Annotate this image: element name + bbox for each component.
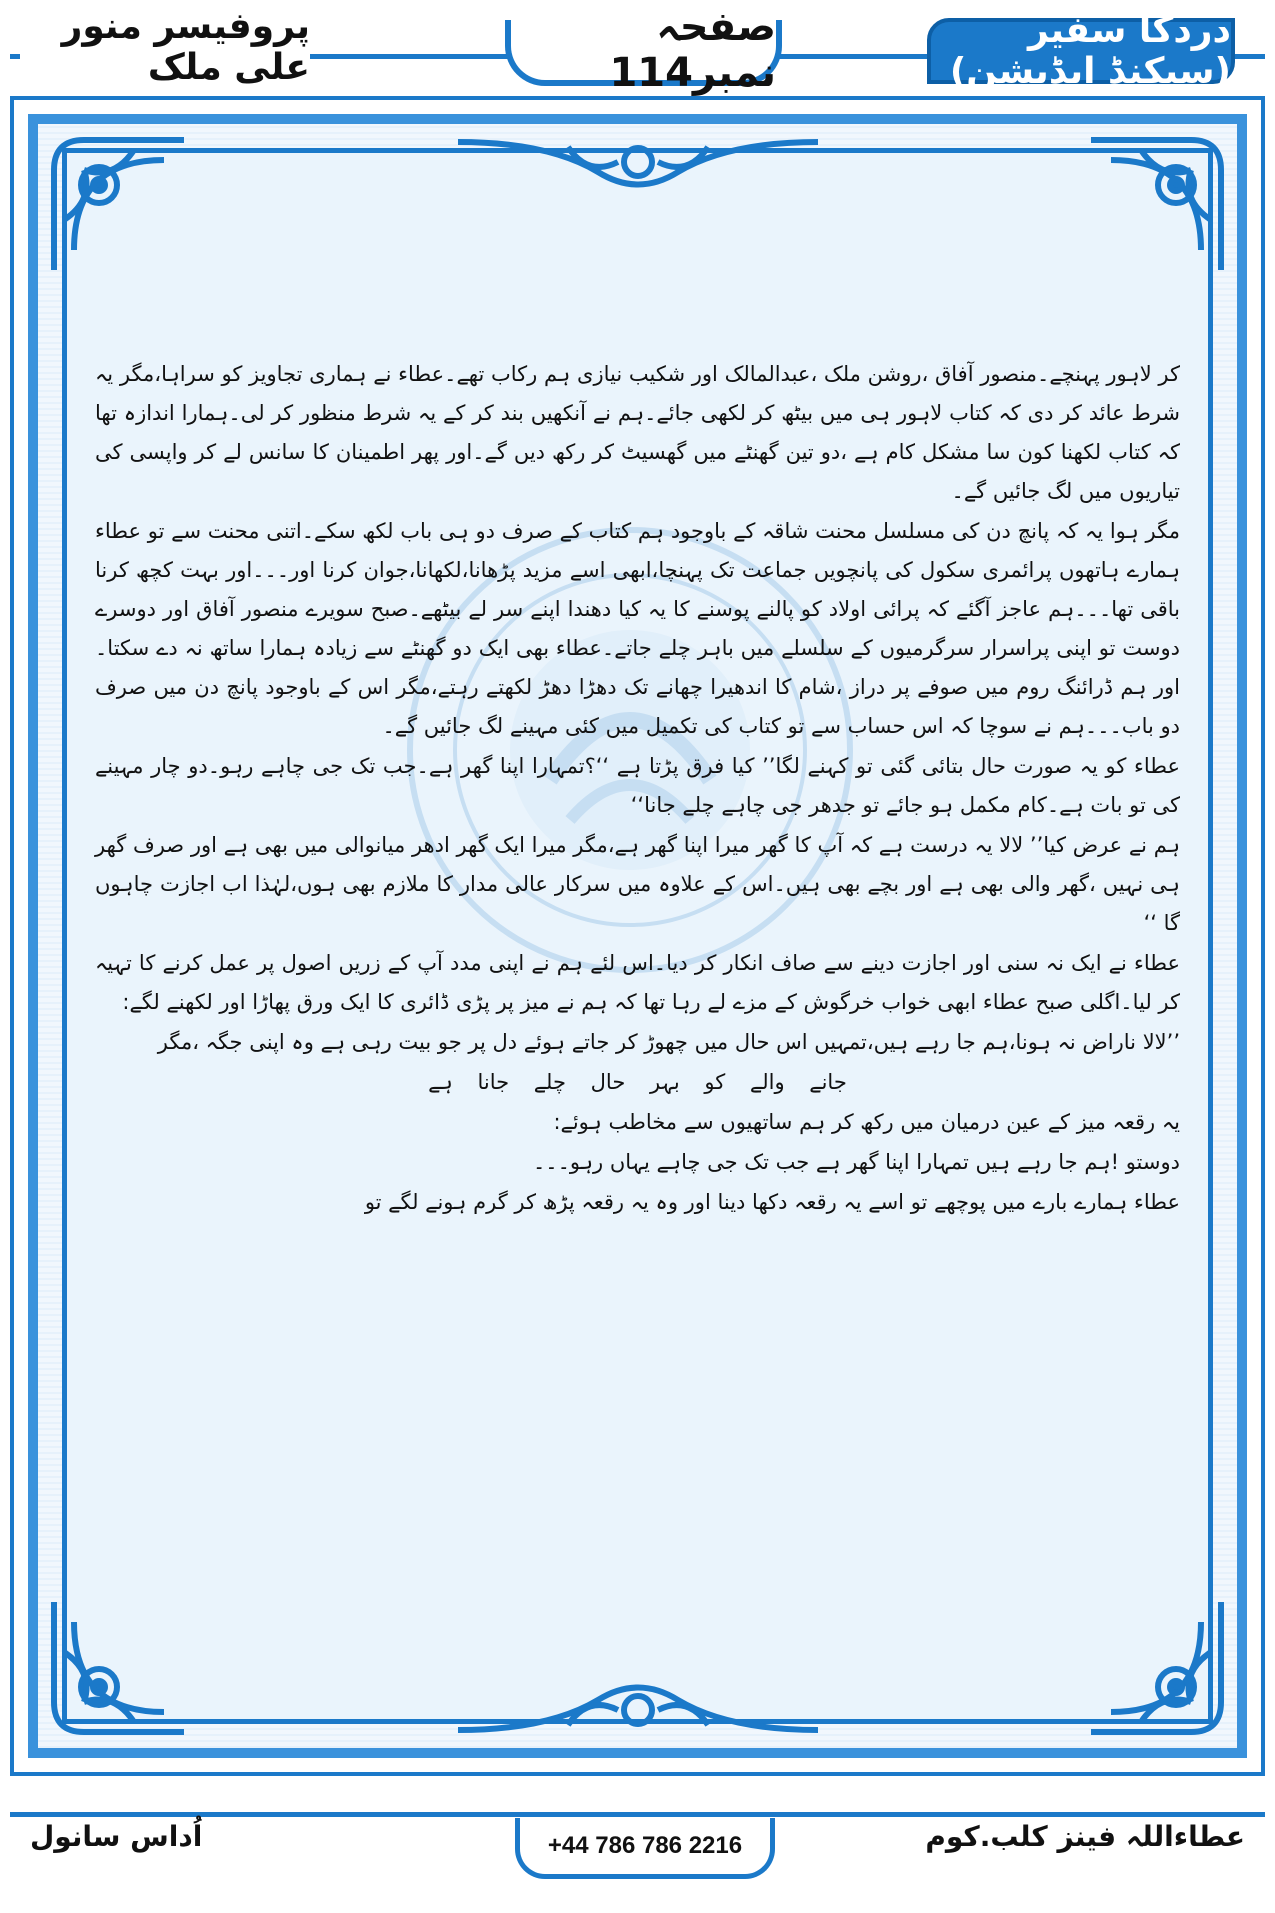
paragraph: کر لاہور پہنچے۔منصور آفاق ،روشن ملک ،عبدالمالک اور شکیب نیازی ہم رکاب تھے۔عطاء نے ہماری تجاویز کو سراہا،مگر یہ شرط عائد کر دی کہ کتاب لاہور ہی میں بیٹھ کر لکھی جائے۔ہم نے آنکھیں بند کر کے یہ شرط منظور کر لی۔ہمارا اندازہ تھا کہ کتاب لکھنا کون سا مشکل کام ہے ،دو تین گھنٹے میں گھسیٹ کر رکھ دیں گے۔اور پھر اطمینان کا سانس لے کر واپسی کی تیاریوں میں لگ جائیں گے۔ (95, 362, 1180, 503)
bottom-ornament-icon (448, 1670, 828, 1740)
series-name: اُداس سانول (30, 1820, 203, 1853)
phone-number: +44 786 786 2216 (515, 1818, 775, 1879)
author-name: پروفیسر منور علی ملک (20, 18, 310, 76)
paragraph: مگر ہوا یہ کہ پانچ دن کی مسلسل محنت شاقہ کے باوجود ہم کتاب کے صرف دو ہی باب لکھ سکے۔اتنی محنت سے تو عطاء ہمارے ہاتھوں پرائمری سکول کی پانچویں جماعت تک پہنچا،ابھی اسے مزید پڑھانا،لکھانا،جوان کرنا اور۔۔۔اور بہت کچھ کرنا باقی تھا۔۔۔ہم عاجز آگئے کہ پرائی اولاد کو پالنے پوسنے کا یہ کیا دھندا اپنے سر لے بیٹھے۔صبح سویرے منصور آفاق اور دوسرے دوست تو اپنی پراسرار سرگرمیوں کے سلسلے میں باہر چلے جاتے۔عطاء بھی ایک دو گھنٹے سے زیادہ ہمارا ساتھ نہ دے سکتا۔اور ہم ڈرائنگ روم میں صوفے پر دراز ،شام کا اندھیرا چھانے تک دھڑا دھڑ لکھتے رہتے،مگر اس کے باوجود پانچ دن میں صرف دو باب۔۔۔ہم نے سوچا کہ اس حساب سے تو کتاب کی تکمیل میں کئی مہینے لگ جائیں گے۔ (95, 519, 1180, 738)
footer-rule (10, 1812, 1265, 1817)
paragraph: عطاء کو یہ صورت حال بتائی گئی تو کہنے لگا’’ کیا فرق پڑتا ہے ‘‘؟تمہارا اپنا گھر ہے۔جب تک جی چاہے رہو۔دو چار مہینے کی تو بات ہے۔کام مکمل ہو جائے تو جدھر جی چاہے چلے جانا‘‘ (95, 754, 1180, 817)
page-footer (0, 1790, 1275, 1913)
paragraph: عطاء نے ایک نہ سنی اور اجازت دینے سے صاف انکار کر دیا۔اس لئے ہم نے اپنی مدد آپ کے زریں اصول پر عمل کرنے کا تہیہ کر لیا۔اگلی صبح عطاء ابھی خواب خرگوش کے مزے لے رہا تھا کہ ہم نے میز پر پڑی ڈائری کا ایک ورق پھاڑا اور لکھنے لگے: (95, 951, 1180, 1014)
corner-ornament-icon (44, 130, 194, 280)
paragraph: ’’لالا ناراض نہ ہونا،ہم جا رہے ہیں،تمہیں اس حال میں چھوڑ کر جاتے ہوئے دل پر جو بیت رہی ہے وہ اپنی جگہ ،مگر (157, 1030, 1180, 1054)
corner-ornament-icon (44, 1592, 194, 1742)
paragraph: دوستو !ہم جا رہے ہیں تمہارا اپنا گھر ہے جب تک جی چاہے یہاں رہو۔۔۔ (532, 1150, 1180, 1174)
page-number-label: صفحہ نمبر114 (505, 20, 782, 86)
top-ornament-icon (448, 132, 828, 202)
book-title: دردکا سفیر (سیکنڈ ایڈیشن) (927, 18, 1235, 84)
chapter-text (95, 355, 1180, 1223)
corner-ornament-icon (1081, 130, 1231, 280)
verse-line: جانے والے کو بہر حال چلے جانا ہے (428, 1070, 847, 1094)
paragraph: یہ رقعہ میز کے عین درمیان میں رکھ کر ہم ساتھیوں سے مخاطب ہوئے: (553, 1110, 1180, 1134)
site-name: عطاءاللہ فینز کلب.کوم (925, 1820, 1245, 1853)
page-header (0, 0, 1275, 96)
paragraph: ہم نے عرض کیا’’ لالا یہ درست ہے کہ آپ کا گھر میرا اپنا گھر ہے،مگر میرا ایک گھر ادھر میانوالی میں بھی ہے اور صرف گھر ہی نہیں ،گھر والی بھی ہے اور بچے بھی ہیں۔اس کے علاوہ میں سرکار عالی مدار کا ملازم بھی ہوں،لہٰذا اب اجازت چاہوں گا ‘‘ (95, 833, 1180, 935)
corner-ornament-icon (1081, 1592, 1231, 1742)
paragraph: عطاء ہمارے بارے میں پوچھے تو اسے یہ رقعہ دکھا دینا اور وہ یہ رقعہ پڑھ کر گرم ہونے لگے تو (364, 1190, 1180, 1214)
